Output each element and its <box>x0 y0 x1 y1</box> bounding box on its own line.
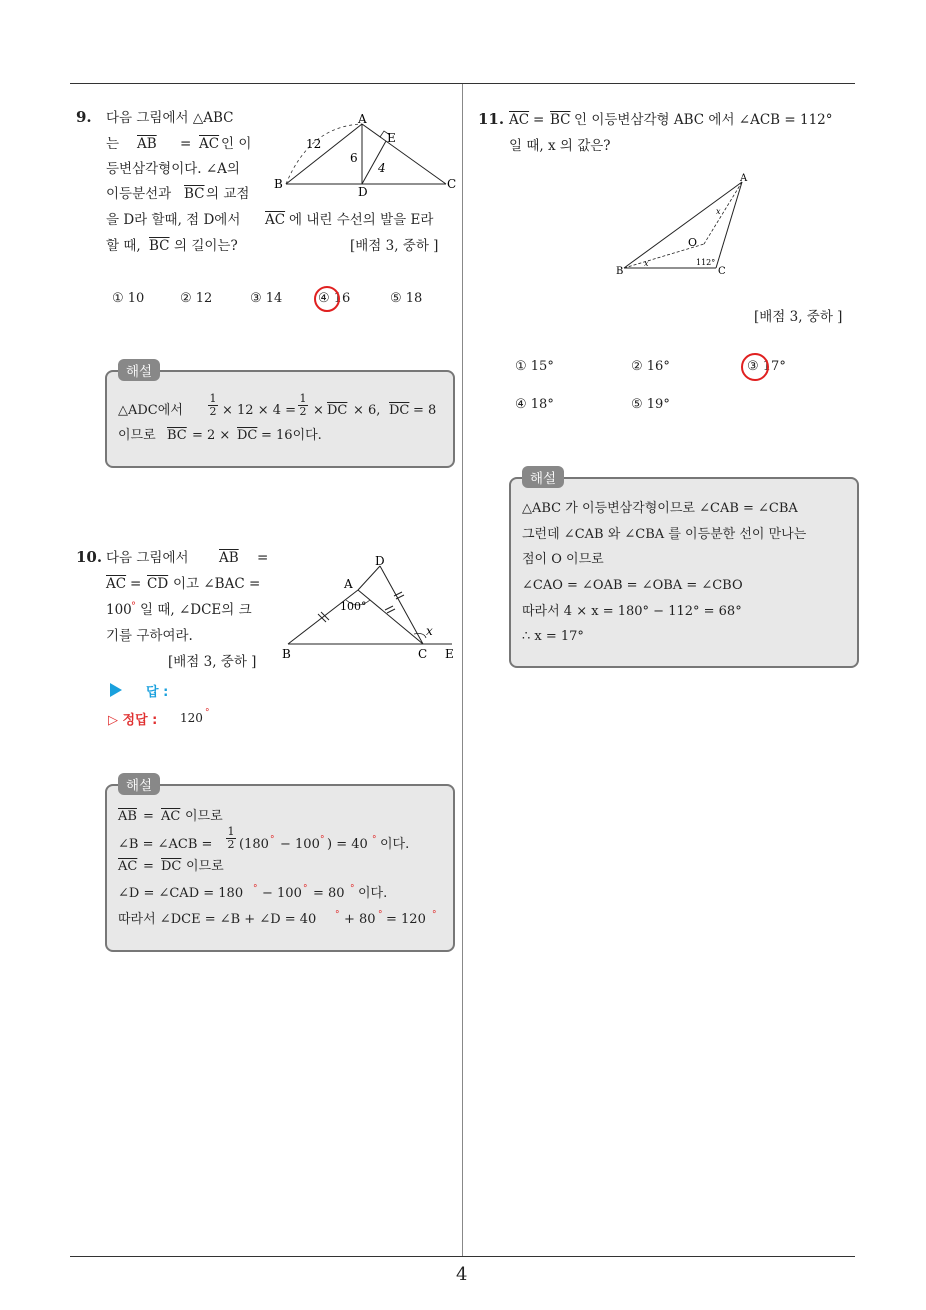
fraction-half: 1 2 <box>299 392 307 418</box>
solution-text: 이므로 <box>118 428 156 443</box>
degree-mark: ° <box>320 835 325 845</box>
solution-text: 이므로 <box>185 809 223 824</box>
solution-tag: 해설 <box>522 466 564 488</box>
choice-3[interactable]: ③ 17° <box>747 359 786 374</box>
triangle-figure-10 <box>280 552 460 662</box>
correct-value: 120 <box>180 711 203 725</box>
question-text: = <box>533 112 545 128</box>
choice-3[interactable]: ③ 14 <box>250 291 283 306</box>
segment-ac: $\overline{AC}$ <box>509 112 530 128</box>
segment-ac: $\overline{AC}$ <box>199 136 220 152</box>
solution-text: 따라서 ∠DCE = ∠B + ∠D = 40 <box>118 912 317 927</box>
degree-mark: ° <box>270 835 275 845</box>
choice-2[interactable]: ② 12 <box>180 291 213 306</box>
segment-dc: $\overline{DC}$ <box>161 859 182 874</box>
question-text: 기를 구하여라. <box>106 628 193 644</box>
solution-text: × 6, <box>353 403 381 418</box>
solution-text: (180 <box>239 837 269 852</box>
question-text: 일 때, x 의 값은? <box>509 138 611 154</box>
question-text: 이등분선과 <box>106 186 172 202</box>
degree-mark: ° <box>303 884 308 894</box>
fraction-half: 1 2 <box>209 392 217 418</box>
solution-text: + 80 <box>344 912 376 927</box>
question-text: 100 <box>106 602 132 618</box>
label-e: E <box>445 647 454 661</box>
label-d: D <box>358 185 368 198</box>
solution-text: 이므로 <box>186 859 224 874</box>
question-text: 에 내린 수선의 발을 E라 <box>289 212 434 228</box>
label-e: E <box>387 131 396 145</box>
question-text: 인 이등변삼각형 ABC 에서 ∠ACB = 112° <box>574 112 833 128</box>
answer-mark <box>741 353 769 381</box>
degree-mark: ° <box>350 884 355 894</box>
choice-5[interactable]: ⑤ 18 <box>390 291 423 306</box>
label-a: A <box>344 577 353 591</box>
degree-mark: ° <box>131 601 136 612</box>
label-o: O <box>688 236 698 249</box>
solution-text: 점이 O 이므로 <box>522 552 604 567</box>
segment-cd: $\overline{CD}$ <box>147 576 169 592</box>
question-text: 등변삼각형이다. ∠A의 <box>106 161 240 177</box>
fraction-half: 1 2 <box>227 825 235 851</box>
label-c: C <box>718 266 726 277</box>
segment-bc: $\overline{BC}$ <box>149 238 170 254</box>
question-text: 일 때, ∠DCE의 크 <box>140 602 252 618</box>
solution-text: = <box>143 859 154 874</box>
solution-text: = 120 <box>386 912 426 927</box>
solution-text: = 80 <box>313 886 345 901</box>
solution-text: ∠B = ∠ACB = <box>118 837 213 852</box>
question-text: 이고 ∠BAC = <box>173 576 261 592</box>
choice-2[interactable]: ② 16° <box>631 359 670 374</box>
choice-1[interactable]: ① 10 <box>112 291 145 306</box>
segment-dc: $\overline{DC}$ <box>237 428 258 443</box>
degree-mark: ° <box>378 910 383 920</box>
triangle-figure-11 <box>612 168 762 278</box>
degree-mark: ° <box>253 884 258 894</box>
question-text: 을 D라 할때, 점 D에서 <box>106 212 241 228</box>
segment-bc: $\overline{BC}$ <box>550 112 571 128</box>
degree-mark: ° <box>205 708 210 718</box>
label-112: 112° <box>696 258 716 267</box>
solution-text: = 2 × <box>192 428 231 443</box>
question-text: 는 <box>106 136 120 152</box>
question-number: 9. <box>76 108 92 126</box>
degree-mark: ° <box>372 835 377 845</box>
question-text: 다음 그림에서 △ABC <box>106 110 234 126</box>
label-x: x <box>644 259 649 268</box>
page-number: 4 <box>456 1264 468 1285</box>
choice-4[interactable]: ④ 16 <box>318 291 351 306</box>
label-c: C <box>418 647 428 661</box>
label-x: x <box>716 207 721 216</box>
answer-mark <box>314 286 340 312</box>
segment-ab: $\overline{AB}$ <box>137 136 157 152</box>
segment-ac: $\overline{AC}$ <box>265 212 286 228</box>
question-number: 11. <box>478 110 505 128</box>
solution-text: × 12 × 4 = <box>222 403 297 418</box>
footer-rule <box>70 1256 855 1257</box>
choice-1[interactable]: ① 15° <box>515 359 554 374</box>
triangle-figure-9 <box>270 112 460 198</box>
choice-4[interactable]: ④ 18° <box>515 397 554 412</box>
solution-text: = 8 <box>413 403 437 418</box>
label-x: x <box>426 624 433 638</box>
label-6: 6 <box>350 151 358 165</box>
segment-ac: $\overline{AC}$ <box>106 576 127 592</box>
solution-text: − 100 <box>262 886 302 901</box>
segment-ac: $\overline{AC}$ <box>118 859 138 874</box>
question-text: = <box>257 550 269 566</box>
choice-5[interactable]: ⑤ 19° <box>631 397 670 412</box>
solution-text: × <box>313 403 324 418</box>
solution-tag: 해설 <box>118 773 160 795</box>
question-text: 의 길이는? <box>174 238 238 254</box>
question-number: 10. <box>76 548 103 566</box>
solution-text: ) = 40 <box>327 837 368 852</box>
solution-text: = 16이다. <box>261 428 322 443</box>
question-text: 다음 그림에서 <box>106 550 189 566</box>
solution-text: = <box>143 809 154 824</box>
solution-text: △ADC에서 <box>118 403 183 418</box>
solution-text: 이다. <box>358 886 388 901</box>
solution-text: 이다. <box>380 837 410 852</box>
question-text: = <box>180 136 192 152</box>
label-12: 12 <box>306 137 322 151</box>
question-text: 할 때, <box>106 238 141 254</box>
play-icon <box>110 683 122 697</box>
question-text: 의 교점 <box>206 186 250 202</box>
segment-ab: $\overline{AB}$ <box>118 809 137 824</box>
points-label: [배점 3, 중하 ] <box>350 238 439 254</box>
solution-text: △ABC 가 이등변삼각형이므로 ∠CAB = ∠CBA <box>522 501 798 516</box>
segment-dc: $\overline{DC}$ <box>389 403 410 418</box>
degree-mark: ° <box>335 910 340 920</box>
question-text: 인 이 <box>221 136 252 152</box>
solution-text: ∠CAO = ∠OAB = ∠OBA = ∠CBO <box>522 578 743 593</box>
segment-ab: $\overline{AB}$ <box>219 550 239 566</box>
segment-dc: $\overline{DC}$ <box>327 403 348 418</box>
solution-text: 그런데 ∠CAB 와 ∠CBA 를 이등분한 선이 만나는 <box>522 527 807 542</box>
question-text: = <box>130 576 142 592</box>
label-d: D <box>375 554 385 568</box>
solution-text: 따라서 4 × x = 180° − 112° = 68° <box>522 604 742 619</box>
points-label: [배점 3, 중하 ] <box>168 654 257 670</box>
solution-tag: 해설 <box>118 359 160 381</box>
degree-mark: ° <box>432 910 437 920</box>
segment-ac: $\overline{AC}$ <box>161 809 181 824</box>
label-c: C <box>447 177 457 191</box>
label-b: B <box>282 647 291 661</box>
label-4: 4 <box>378 161 386 175</box>
label-a: A <box>740 173 748 184</box>
correct-label: ▷ 정답 : <box>108 713 158 728</box>
segment-bc: $\overline{BC}$ <box>167 428 187 443</box>
points-label: [배점 3, 중하 ] <box>754 309 843 325</box>
solution-text: ∠D = ∠CAD = 180 <box>118 886 244 901</box>
label-100: 100° <box>340 600 367 613</box>
solution-text: − 100 <box>280 837 320 852</box>
label-b: B <box>274 177 283 191</box>
solution-text: ∴ x = 17° <box>522 629 584 644</box>
segment-bc: $\overline{BC}$ <box>184 186 205 202</box>
label-b: B <box>616 266 624 277</box>
answer-label: 답 : <box>146 685 169 700</box>
column-divider <box>462 84 463 1256</box>
label-a: A <box>358 112 367 126</box>
